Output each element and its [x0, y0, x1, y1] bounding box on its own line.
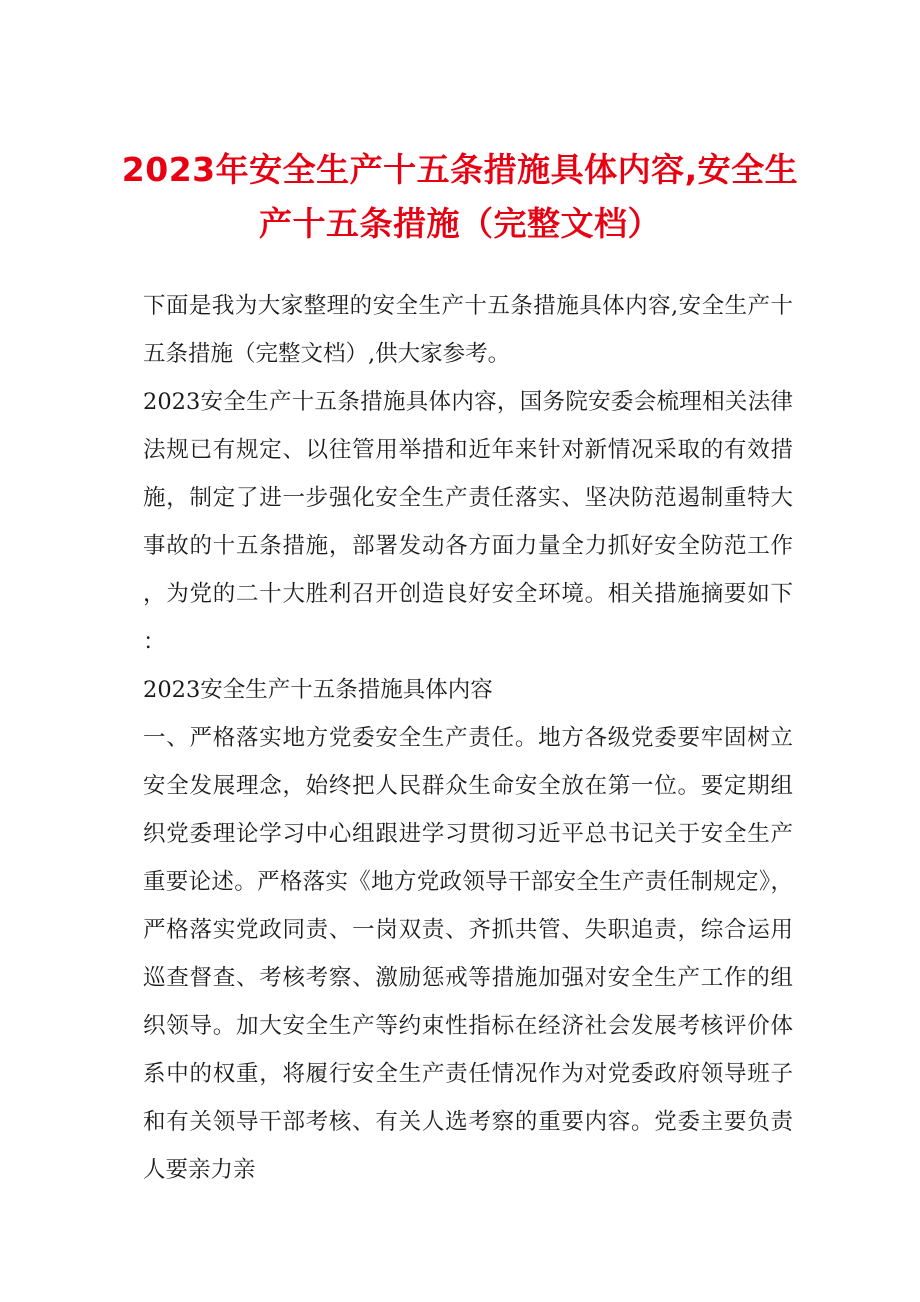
paragraph-measure-1: 一、严格落实地方党委安全生产责任。地方各级党委要牢固树立安全发展理念，始终把人民群众生命安全放在第一位。要定期组织党委理论学习中心组跟进学习贯彻习近平总书记关于安全生产重要论述。严格落实《地方党政领导干部安全生产责任制规定》，严格落实党政同责、一岗双责、齐抓共管、失职追责，综合运用巡查督查、考核考察、激励惩戒等措施加强对安全生产工作的组织领导。加大安全生产等约束性指标在经济社会发展考核评价体系中的权重，将履行安全生产责任情况作为对党委政府领导班子和有关领导干部考核、有关人选考察的重要内容。党委主要负责人要亲力亲 [143, 725, 793, 1183]
paragraph-overview: 2023安全生产十五条措施具体内容，国务院安委会梳理相关法律法规已有规定、以往管用举措和近年来针对新情况采取的有效措施，制定了进一步强化安全生产责任落实、坚决防范遏制重特大事故的十五条措施，部署发动各方面力量全力抓好安全防范工作，为党的二十大胜利召开创造良好安全环境。相关措施摘要如下： [143, 389, 793, 655]
document-title: 2023年安全生产十五条措施具体内容,安全生产十五条措施（完整文档） [121, 150, 799, 243]
paragraph-intro: 下面是我为大家整理的安全生产十五条措施具体内容,安全生产十五条措施（完整文档）,供大家参考。 [143, 293, 793, 367]
section-heading: 2023安全生产十五条措施具体内容 [143, 677, 493, 703]
document-body [143, 282, 793, 1194]
